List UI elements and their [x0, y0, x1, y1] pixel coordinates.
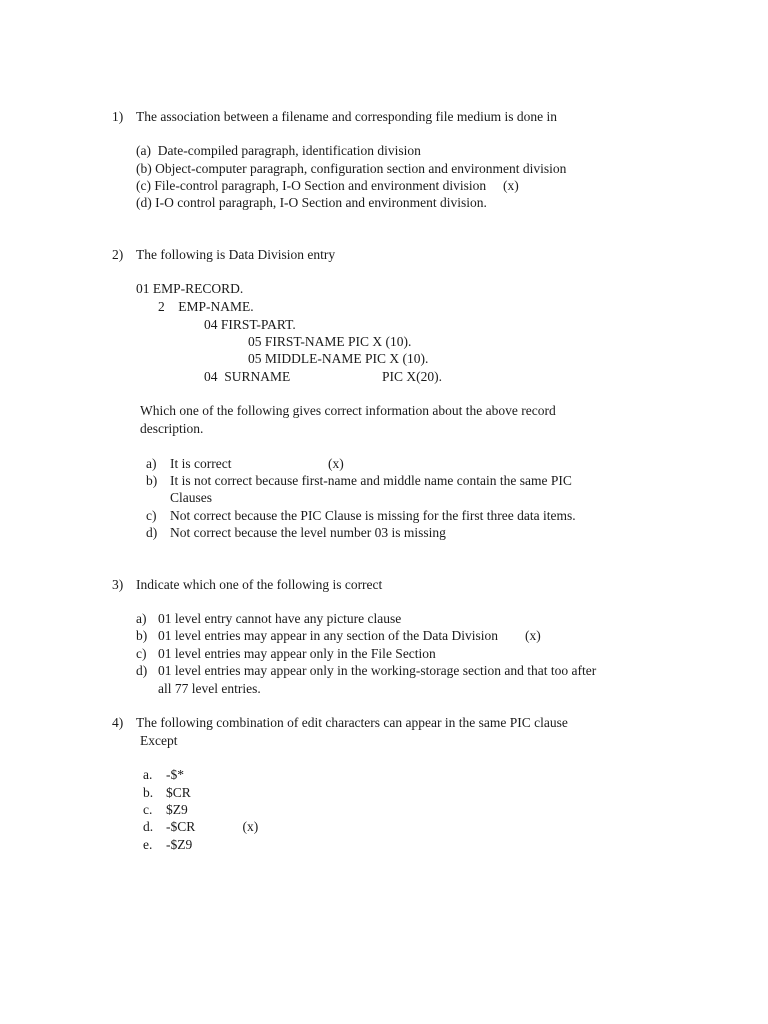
q2-option-b-cont: Clauses: [170, 490, 212, 505]
q2-option-a: It is correct: [170, 456, 232, 471]
q4-option-label: a.: [143, 767, 153, 782]
q4-option-b: $CR: [166, 785, 191, 800]
q2-code-line: 2 EMP-NAME.: [158, 299, 254, 314]
q3-option-b: 01 level entries may appear in any section of the Data Division (x): [158, 628, 541, 643]
q2-stem: The following is Data Division entry: [136, 247, 336, 262]
q2-option-label: b): [146, 473, 158, 488]
q4-option-label: b.: [143, 785, 154, 800]
q1-option-b: (b) Object-computer paragraph, configuration section and environment division: [136, 161, 567, 176]
q2-question-line: description.: [140, 421, 204, 436]
q2-code-line: 04 SURNAME: [204, 369, 291, 384]
q2-option-b: It is not correct because first-name and middle name contain the same PIC: [170, 473, 572, 488]
q3-option-label: b): [136, 628, 148, 643]
q4-option-e: -$Z9: [166, 837, 193, 852]
q3-option-label: d): [136, 663, 148, 678]
q3-option-c: 01 level entries may appear only in the File Section: [158, 646, 436, 661]
q4-option-label: d.: [143, 819, 154, 834]
q2-code-line: PIC X(20).: [382, 369, 442, 384]
q3-option-label: c): [136, 646, 147, 661]
q4-option-a: -$*: [166, 767, 184, 782]
q2-question-line: Which one of the following gives correct information about the above record: [140, 403, 556, 418]
q4-number: 4): [112, 715, 124, 730]
q2-number: 2): [112, 247, 124, 262]
q2-option-label: a): [146, 456, 157, 471]
q2-option-label: d): [146, 525, 158, 540]
q1-option-a: (a) Date-compiled paragraph, identification division: [136, 143, 421, 158]
q2-option-label: c): [146, 508, 157, 523]
q2-code-line: 05 FIRST-NAME PIC X (10).: [248, 334, 412, 349]
q3-option-label: a): [136, 611, 147, 626]
q3-option-d-cont: all 77 level entries.: [158, 681, 261, 696]
q4-option-d: -$CR (x): [166, 819, 259, 834]
q2-code-line: 04 FIRST-PART.: [204, 317, 296, 332]
q3-option-a: 01 level entry cannot have any picture clause: [158, 611, 402, 626]
q3-number: 3): [112, 577, 124, 592]
q2-answer-mark: (x): [328, 456, 344, 471]
q4-option-label: e.: [143, 837, 153, 852]
q4-option-label: c.: [143, 802, 153, 817]
q3-option-d: 01 level entries may appear only in the working-storage section and that too after: [158, 663, 597, 678]
q1-number: 1): [112, 109, 124, 124]
q2-code-line: 05 MIDDLE-NAME PIC X (10).: [248, 351, 429, 366]
q2-option-d: Not correct because the level number 03 is missing: [170, 525, 446, 540]
q1-option-c: (c) File-control paragraph, I-O Section and environment division (x): [136, 178, 519, 193]
q4-stem-cont: Except: [140, 733, 178, 748]
q2-option-c: Not correct because the PIC Clause is missing for the first three data items.: [170, 508, 576, 523]
q4-option-c: $Z9: [166, 802, 188, 817]
q1-option-d: (d) I-O control paragraph, I-O Section and environment division.: [136, 195, 487, 210]
q1-stem: The association between a filename and corresponding file medium is done in: [136, 109, 557, 124]
q3-stem: Indicate which one of the following is correct: [136, 577, 383, 592]
q2-code-line: 01 EMP-RECORD.: [136, 281, 244, 296]
q4-stem: The following combination of edit characters can appear in the same PIC clause: [136, 715, 568, 730]
